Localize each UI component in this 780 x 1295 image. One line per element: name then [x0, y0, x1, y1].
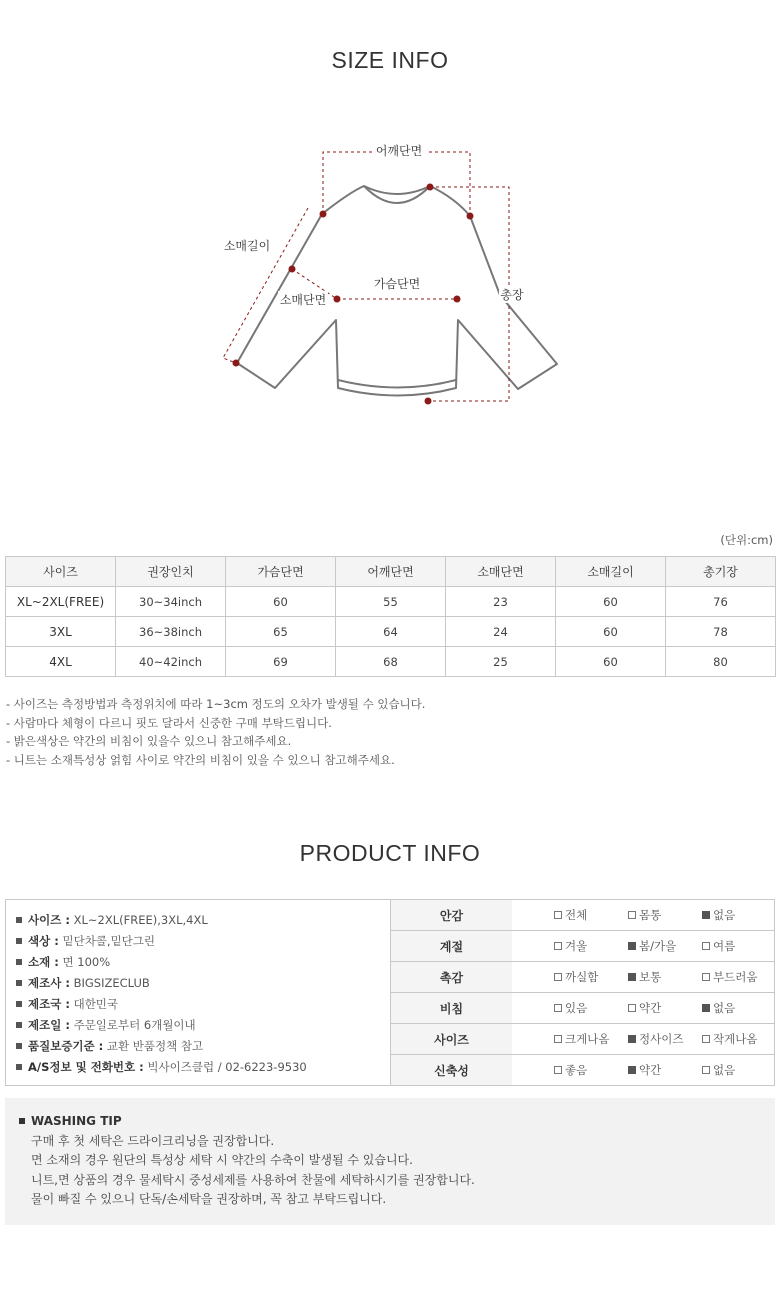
- note-line: - 사람마다 체형이 다르니 핏도 달라서 신중한 구매 부탁드립니다.: [6, 715, 332, 730]
- label-sleeve-length: 소매길이: [223, 239, 271, 253]
- table-cell: 36~38inch: [116, 617, 226, 647]
- header-cell: 소매길이: [556, 557, 666, 587]
- table-row: [6, 587, 776, 617]
- attribute-option: [628, 1055, 661, 1085]
- washing-tip-lines: [31, 1132, 475, 1209]
- table-cell: 60: [556, 587, 666, 617]
- attribute-option: [628, 1024, 683, 1054]
- detail-label: 품질보증기준 :: [28, 1039, 104, 1053]
- table-cell: 3XL: [6, 617, 116, 647]
- option-label: 있음: [565, 1001, 588, 1015]
- attribute-option: [702, 962, 757, 992]
- detail-value: 대한민국: [73, 997, 119, 1011]
- header-cell: 가슴단면: [226, 557, 336, 587]
- attribute-label: 촉감: [391, 962, 512, 992]
- option-label: 약간: [639, 1063, 662, 1077]
- hem-line: [338, 380, 456, 388]
- detail-value: 밑단차콜,밑단그린: [62, 934, 156, 948]
- attribute-option: [554, 900, 587, 930]
- attribute-row: [391, 900, 774, 931]
- attribute-option: [628, 962, 661, 992]
- attribute-label: 비침: [391, 993, 512, 1023]
- unchecked-box-icon: [554, 1066, 562, 1074]
- detail-label: 사이즈 :: [28, 913, 70, 927]
- detail-value: 주문일로부터 6개월이내: [73, 1018, 196, 1032]
- unchecked-box-icon: [702, 973, 710, 981]
- attribute-option: [628, 931, 676, 961]
- hem-point: [425, 398, 432, 405]
- neck-point: [427, 184, 434, 191]
- checked-box-icon: [702, 911, 710, 919]
- washing-tip-line: 구매 후 첫 세탁은 드라이크리닝을 권장합니다.: [31, 1134, 275, 1148]
- attribute-row: [391, 993, 774, 1024]
- option-label: 작게나옴: [713, 1032, 758, 1046]
- table-cell: 40~42inch: [116, 647, 226, 677]
- sleeve-length-measure-line: [223, 208, 308, 363]
- table-cell: 68: [336, 647, 446, 677]
- unchecked-box-icon: [628, 1004, 636, 1012]
- unit-label: (단위:cm): [720, 533, 773, 547]
- table-cell: XL~2XL(FREE): [6, 587, 116, 617]
- unchecked-box-icon: [554, 1035, 562, 1043]
- product-info-box: [5, 899, 775, 1086]
- table-cell: 24: [446, 617, 556, 647]
- option-label: 봄/가을: [639, 939, 677, 953]
- square-bullet-icon: [16, 917, 22, 923]
- option-label: 크게나옴: [565, 1032, 610, 1046]
- table-cell: 80: [666, 647, 776, 677]
- option-label: 약간: [639, 1001, 662, 1015]
- unchecked-box-icon: [554, 1004, 562, 1012]
- square-bullet-icon: [16, 980, 22, 986]
- note-line: - 니트는 소재특성상 얽힘 사이로 약간의 비침이 있을 수 있으니 참고해주세요.: [6, 752, 395, 767]
- detail-value: 면 100%: [62, 955, 111, 969]
- washing-tip-title-text: WASHING TIP: [31, 1114, 122, 1128]
- unchecked-box-icon: [702, 942, 710, 950]
- detail-row: [16, 952, 307, 973]
- square-bullet-icon: [19, 1118, 25, 1124]
- table-cell: 60: [556, 617, 666, 647]
- shoulder-measure-line: [323, 152, 470, 216]
- unchecked-box-icon: [554, 942, 562, 950]
- header-cell: 어깨단면: [336, 557, 446, 587]
- table-cell: 30~34inch: [116, 587, 226, 617]
- note-line: - 사이즈는 측정방법과 측정위치에 따라 1~3cm 정도의 오차가 발생될 수 있습니다.: [6, 697, 426, 711]
- attribute-option: [554, 931, 587, 961]
- header-cell: 사이즈: [6, 557, 116, 587]
- option-label: 부드러움: [713, 970, 758, 984]
- detail-label: 제조일 :: [28, 1018, 70, 1032]
- shoulder-left-point: [320, 211, 327, 218]
- table-cell: 65: [226, 617, 336, 647]
- label-total-length: 총장: [500, 288, 524, 302]
- table-cell: 23: [446, 587, 556, 617]
- detail-label: 소재 :: [28, 955, 59, 969]
- detail-row: [16, 994, 307, 1015]
- detail-label: A/S정보 및 전화번호 :: [28, 1060, 144, 1074]
- attribute-row: [391, 962, 774, 993]
- product-attributes: [391, 900, 774, 1085]
- checked-box-icon: [628, 1035, 636, 1043]
- attribute-row: [391, 1055, 774, 1085]
- chest-left-point: [334, 296, 341, 303]
- option-label: 몸통: [639, 908, 662, 922]
- detail-row: [16, 1036, 307, 1057]
- table-cell: 60: [556, 647, 666, 677]
- shoulder-right-point: [467, 213, 474, 220]
- header-cell: 총기장: [666, 557, 776, 587]
- attribute-option: [702, 931, 735, 961]
- garment-measurement-diagram: [0, 130, 780, 420]
- table-cell: 69: [226, 647, 336, 677]
- square-bullet-icon: [16, 1022, 22, 1028]
- washing-tip-line: 물이 빠질 수 있으니 단독/손세탁을 권장하며, 꼭 참고 부탁드립니다.: [31, 1191, 387, 1206]
- washing-tip-title: [19, 1114, 122, 1128]
- table-cell: 60: [226, 587, 336, 617]
- chest-right-point: [454, 296, 461, 303]
- label-shoulder: 어깨단면: [375, 144, 423, 158]
- label-sleeve-width: 소매단면: [279, 293, 327, 307]
- table-cell: 64: [336, 617, 446, 647]
- washing-tip-line: 니트,면 상품의 경우 물세탁시 중성세제를 사용하여 찬물에 세탁하시기를 권장합니다.: [31, 1172, 475, 1187]
- header-cell: 권장인치: [116, 557, 226, 587]
- option-label: 보통: [639, 970, 662, 984]
- product-details: [6, 900, 391, 1085]
- unchecked-box-icon: [702, 1066, 710, 1074]
- note-line: - 밝은색상은 약간의 비침이 있을수 있으니 참고해주세요.: [6, 734, 292, 748]
- table-row: [6, 617, 776, 647]
- checked-box-icon: [702, 1004, 710, 1012]
- table-row: [6, 647, 776, 677]
- detail-label: 색상 :: [28, 934, 59, 948]
- option-label: 여름: [713, 939, 736, 953]
- sleeve-point: [289, 266, 296, 273]
- checked-box-icon: [628, 1066, 636, 1074]
- square-bullet-icon: [16, 959, 22, 965]
- detail-row: [16, 931, 307, 952]
- attribute-option: [702, 1024, 757, 1054]
- table-cell: 76: [666, 587, 776, 617]
- unchecked-box-icon: [628, 911, 636, 919]
- detail-row: [16, 910, 307, 931]
- size-notes: [6, 695, 425, 769]
- table-cell: 4XL: [6, 647, 116, 677]
- attribute-row: [391, 931, 774, 962]
- option-label: 겨울: [565, 939, 588, 953]
- attribute-option: [702, 1055, 735, 1085]
- square-bullet-icon: [16, 938, 22, 944]
- size-info-title: SIZE INFO: [331, 47, 449, 73]
- table-cell: 55: [336, 587, 446, 617]
- checked-box-icon: [628, 973, 636, 981]
- attribute-row: [391, 1024, 774, 1055]
- detail-row: [16, 1015, 307, 1036]
- option-label: 전체: [565, 908, 588, 922]
- attribute-label: 계절: [391, 931, 512, 961]
- detail-value: 빅사이즈클럽 / 02-6223-9530: [147, 1060, 307, 1074]
- cuff-point: [233, 360, 240, 367]
- option-label: 없음: [713, 1063, 736, 1077]
- unchecked-box-icon: [554, 973, 562, 981]
- attribute-label: 사이즈: [391, 1024, 512, 1054]
- detail-value: BIGSIZECLUB: [73, 976, 150, 990]
- option-label: 없음: [713, 1001, 736, 1015]
- header-cell: 소매단면: [446, 557, 556, 587]
- attribute-option: [702, 900, 735, 930]
- washing-tip-box: [5, 1098, 775, 1225]
- unchecked-box-icon: [702, 1035, 710, 1043]
- table-cell: 25: [446, 647, 556, 677]
- square-bullet-icon: [16, 1001, 22, 1007]
- product-info-title: PRODUCT INFO: [299, 840, 481, 866]
- size-table: [5, 556, 776, 677]
- attribute-option: [628, 993, 661, 1023]
- attribute-option: [628, 900, 661, 930]
- option-label: 좋음: [565, 1063, 588, 1077]
- detail-value: 교환 반품정책 참고: [106, 1039, 204, 1053]
- size-table-header: [6, 557, 776, 587]
- attribute-option: [554, 993, 587, 1023]
- square-bullet-icon: [16, 1043, 22, 1049]
- detail-label: 제조국 :: [28, 997, 70, 1011]
- unchecked-box-icon: [554, 911, 562, 919]
- attribute-option: [554, 1055, 587, 1085]
- washing-tip-line: 면 소재의 경우 원단의 특성상 세탁 시 약간의 수축이 발생될 수 있습니다.: [31, 1153, 413, 1168]
- detail-row: [16, 1057, 307, 1078]
- attribute-option: [554, 962, 598, 992]
- detail-row: [16, 973, 307, 994]
- attribute-option: [554, 1024, 609, 1054]
- attribute-label: 신축성: [391, 1055, 512, 1085]
- detail-label: 제조사 :: [28, 976, 70, 990]
- attribute-option: [702, 993, 735, 1023]
- detail-value: XL~2XL(FREE),3XL,4XL: [73, 913, 208, 927]
- table-cell: 78: [666, 617, 776, 647]
- square-bullet-icon: [16, 1064, 22, 1070]
- attribute-label: 안감: [391, 900, 512, 930]
- option-label: 까실함: [565, 970, 599, 984]
- checked-box-icon: [628, 942, 636, 950]
- option-label: 정사이즈: [639, 1032, 684, 1046]
- label-chest: 가슴단면: [373, 277, 421, 291]
- option-label: 없음: [713, 908, 736, 922]
